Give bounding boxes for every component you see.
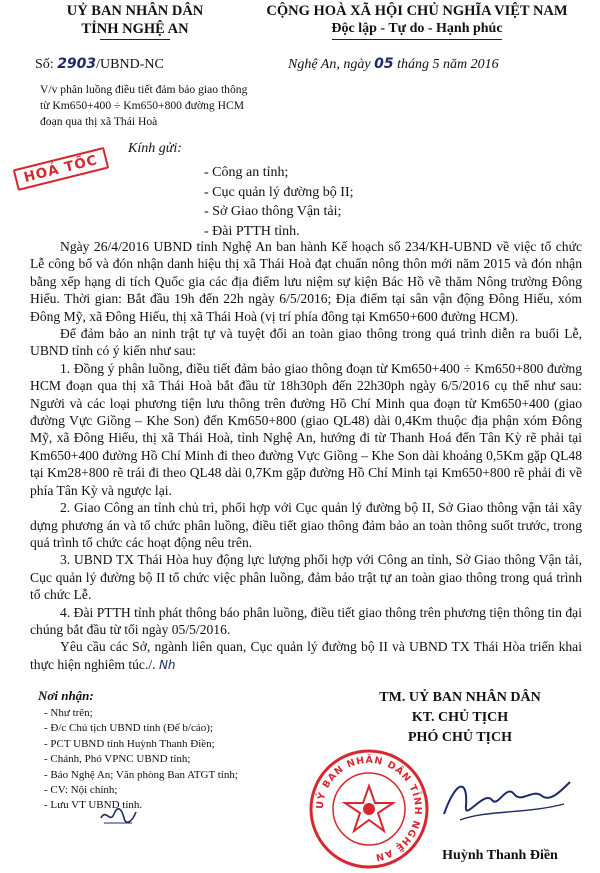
handwritten-signature: [436, 770, 576, 830]
initial-scribble: [98, 804, 138, 828]
issuer-underline: [100, 39, 170, 40]
issuer-block: [30, 2, 240, 40]
subject-line3: đoạn qua thị xã Thái Hoà: [40, 115, 158, 128]
date-prefix: Nghệ An, ngày: [288, 57, 371, 72]
distribution-item: - Như trên;: [44, 707, 93, 719]
doc-no-suffix: /UBND-NC: [96, 57, 164, 72]
subject-block: [40, 82, 270, 130]
closing-text: Yêu cầu các Sở, ngành liên quan, Cục quản lý đường bộ II và UBND TX Thái Hòa triển khai thực hiện nghiêm túc./.: [30, 639, 582, 672]
signature-block: [330, 688, 590, 748]
recipient-item: - Cục quản lý đường bộ II;: [204, 184, 354, 200]
signature-line3: PHÓ CHỦ TỊCH: [408, 730, 512, 745]
national-motto-block: [238, 2, 596, 40]
distribution-item: - PCT UBND tỉnh Huỳnh Thanh Điền;: [44, 737, 215, 750]
document-number: [35, 56, 164, 73]
recipient-item: - Đài PTTH tỉnh.: [204, 223, 300, 239]
paragraph-2: Để đảm bảo an ninh trật tự và tuyệt đối an toàn giao thông trong quá trình diễn ra buổi Lễ, UBND tỉnh có ý kiến như sau:: [30, 326, 582, 359]
distribution-item: - CV: Nội chính;: [44, 784, 118, 797]
seal-text: UỶ BAN NHÂN DÂN TỈNH NGHỆ AN: [314, 754, 424, 863]
subject-line1: V/v phân luồng điều tiết đảm bảo giao thông: [40, 83, 248, 96]
paragraph-3: 1. Đồng ý phân luồng, điều tiết đảm bảo giao thông đoạn từ Km650+400 ÷ Km650+800 đường HCM đoạn qua thị xã Thái Hoà bắt đầu từ 18h30ph đến 22h30ph ngày 6/5/2016 cụ thể như sau: Người và các loại phương tiện lưu thông trên đường Hồ Chí Minh qua đoạn từ Km650+400 (giao đường Vực Giồng – Khe Son) đến Km650+800 (giao QL48) dài 0,4Km thuộc địa phận xóm Đông Mỹ, xã Đông Hiếu, thị xã Thái Hoà, tỉnh Nghệ An, hướng đi từ Thanh Hoá đến Tân Kỳ rẽ phải tại Km650+400 đường Hồ Chí Minh đi theo đường Vực Giồng – Khe Son dài khoảng 0,5Km gặp QL48 tại Km28+800 rẽ trái đi theo QL48 dài 0,7Km gặp đường Hồ Chí Minh tại Km650+800 rẽ phải đi về phía Tân Kỳ và ngược lại.: [30, 360, 582, 498]
paragraph-1: Ngày 26/4/2016 UBND tỉnh Nghệ An ban hành Kế hoạch số 234/KH-UBND về việc tổ chức Lễ công bố và đón nhận danh hiệu thị xã Thái Hoà đạt chuẩn nông thôn mới năm 2015 và đón nhận bằng xếp hạng di tích Quốc gia các địa điểm lưu niệm sự kiện Bác Hồ về thăm Nông trường Đông Hiếu. Thời gian: Bắt đầu 19h đến 22h ngày 6/5/2016; Địa điểm tại sân vận động Đông Hiếu, xóm Đông Mỹ, xã Đông Hiếu, thị xã Thái Hoà (vị trí phía đông tại Km650+600 đường HCM).: [30, 239, 582, 324]
issuer-line2: TỈNH NGHỆ AN: [81, 21, 189, 37]
distribution-item: - Chánh, Phó VPNC UBND tỉnh;: [44, 753, 191, 766]
paragraph-4: 2. Giao Công an tỉnh chủ trì, phối hợp với Cục quản lý đường bộ II, Sở Giao thông vận tải xây dựng phương án và tổ chức phân luồng, điều tiết giao thông đảm bảo an toàn thông suốt trước, trong quá trình tổ chức các hoạt động nêu trên.: [30, 500, 582, 550]
signer-name: Huỳnh Thanh Điền: [442, 848, 558, 863]
date-line: [288, 56, 499, 73]
greeting: Kính gửi:: [128, 141, 182, 156]
country-name: CỘNG HOÀ XÃ HỘI CHỦ NGHĨA VIỆT NAM: [266, 3, 568, 19]
urgent-stamp: HOẢ TỐC: [13, 147, 109, 191]
document-body: [30, 238, 582, 674]
paragraph-5: 3. UBND TX Thái Hòa huy động lực lượng phối hợp với Công an tỉnh, Sở Giao thông Vận tải, Cục quản lý đường bộ II tổ chức việc phân luồng, đảm bảo trật tự an toàn giao thông trong quá trình tổ chức Lễ.: [30, 552, 582, 603]
subject-line2: từ Km650+400 ÷ Km650+800 đường HCM: [40, 99, 245, 112]
motto-underline: [332, 39, 502, 40]
signature-line1: TM. UỶ BAN NHÂN DÂN: [379, 690, 541, 705]
issuer-line1: UỶ BAN NHÂN DÂN: [66, 3, 204, 19]
paragraph-7: [30, 638, 582, 674]
distribution-title: Nơi nhận:: [38, 688, 94, 703]
motto: Độc lập - Tự do - Hạnh phúc: [331, 21, 503, 36]
recipient-list: [204, 163, 354, 241]
handwritten-mark: Nh: [158, 657, 176, 672]
distribution-item: - Báo Nghệ An; Văn phòng Ban ATGT tỉnh;: [44, 768, 238, 781]
distribution-item: - Đ/c Chủ tịch UBND tỉnh (Để b/cáo);: [44, 722, 213, 735]
distribution-list: [44, 706, 238, 814]
date-suffix: tháng 5 năm 2016: [397, 57, 499, 72]
recipient-item: - Sở Giao thông Vận tải;: [204, 204, 342, 219]
signature-line2: KT. CHỦ TỊCH: [411, 710, 509, 725]
recipient-item: - Công an tỉnh;: [204, 165, 289, 180]
distribution-item: - Lưu VT UBND tỉnh.: [44, 799, 143, 812]
doc-no-handwritten: 2903: [57, 56, 97, 72]
paragraph-6: 4. Đài PTTH tỉnh phát thông báo phân luồng, điều tiết giao thông trên phương tiện thông tin đại chúng bắt đầu từ tối ngày 05/5/2016.: [30, 604, 582, 637]
date-day: 05: [374, 56, 394, 72]
doc-no-prefix: Số:: [35, 57, 54, 72]
